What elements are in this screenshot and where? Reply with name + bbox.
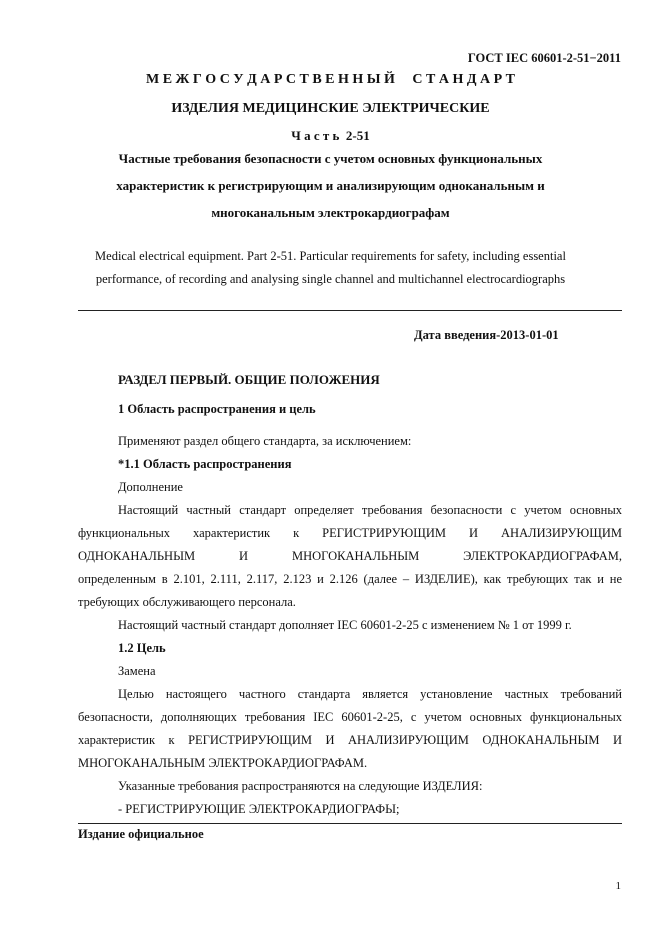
clause-1-heading: 1 Область распространения и цель <box>118 402 316 416</box>
supplement-text: Настоящий частный стандарт дополняет IEC 60601-2-25 с изменением № 1 от 1999 г. <box>118 618 572 632</box>
purpose-line-3: характеристик к РЕГИСТРИРУЮЩИМ И АНАЛИЗИРУЮЩИМ ОДНОКАНАЛЬНЫМ И <box>78 733 622 747</box>
purpose-line-4: МНОГОКАНАЛЬНЫМ ЭЛЕКТРОКАРДИОГРАФАМ. <box>78 756 368 770</box>
subtitle-line-3: многоканальным электрокардиографам <box>211 205 450 220</box>
section-heading: РАЗДЕЛ ПЕРВЫЙ. ОБЩИЕ ПОЛОЖЕНИЯ <box>118 372 380 387</box>
part-number: Ч а с т ь 2-51 <box>291 128 370 143</box>
scope-line-5: требующих обслуживающего персонала. <box>78 595 296 609</box>
subtitle-line-1: Частные требования безопасности с учетом основных функциональных <box>118 151 543 166</box>
scope-line-1: Настоящий частный стандарт определяет требования безопасности с учетом основных <box>118 503 622 517</box>
english-title-line-2: performance, of recording and analysing single channel and multichannel electrocardiographs <box>95 272 566 286</box>
gost-number: ГОСТ IEC 60601-2-51−2011 <box>467 51 621 65</box>
addition-label: Дополнение <box>118 480 183 494</box>
header-divider <box>78 310 622 311</box>
footer-divider <box>78 823 622 824</box>
scope-line-2: функциональных характеристик к РЕГИСТРИРУЮЩИМ И АНАЛИЗИРУЮЩИМ <box>78 526 622 540</box>
subtitle-line-2: характеристик к регистрирующим и анализирующим одноканальным и <box>116 178 545 193</box>
clause-1-2-heading: 1.2 Цель <box>118 641 166 655</box>
apply-text: Применяют раздел общего стандарта, за исключением: <box>118 434 412 448</box>
clause-1-1-heading: *1.1 Область распространения <box>118 457 292 471</box>
scope-line-4: определенным в 2.101, 2.111, 2.117, 2.123 и 2.126 (далее – ИЗДЕЛИЕ), как требующих так и не <box>78 572 622 586</box>
list-item: - РЕГИСТРИРУЮЩИЕ ЭЛЕКТРОКАРДИОГРАФЫ; <box>118 802 400 816</box>
scope-line-3: ОДНОКАНАЛЬНЫМ И МНОГОКАНАЛЬНЫМ ЭЛЕКТРОКАРДИОГРАФАМ, <box>78 549 622 563</box>
english-title-line-1: Medical electrical equipment. Part 2-51. Particular requirements for safety, including essential <box>95 249 566 263</box>
replacement-label: Замена <box>118 664 156 678</box>
page-number: 1 <box>615 880 621 892</box>
applies-text: Указанные требования распространяются на следующие ИЗДЕЛИЯ: <box>118 779 483 793</box>
purpose-line-2: безопасности, дополняющих требования IEC 60601-2-25, с учетом основных функциональных <box>78 710 622 724</box>
official-edition-label: Издание официальное <box>78 827 204 841</box>
document-title: ИЗДЕЛИЯ МЕДИЦИНСКИЕ ЭЛЕКТРИЧЕСКИЕ <box>171 101 490 116</box>
standard-type: М Е Ж Г О С У Д А Р С Т В Е Н Н Ы Й С Т А Н Д А Р Т <box>146 72 515 87</box>
introduction-date: Дата введения-2013-01-01 <box>414 328 559 342</box>
purpose-line-1: Целью настоящего частного стандарта является установление частных требований <box>118 687 622 701</box>
